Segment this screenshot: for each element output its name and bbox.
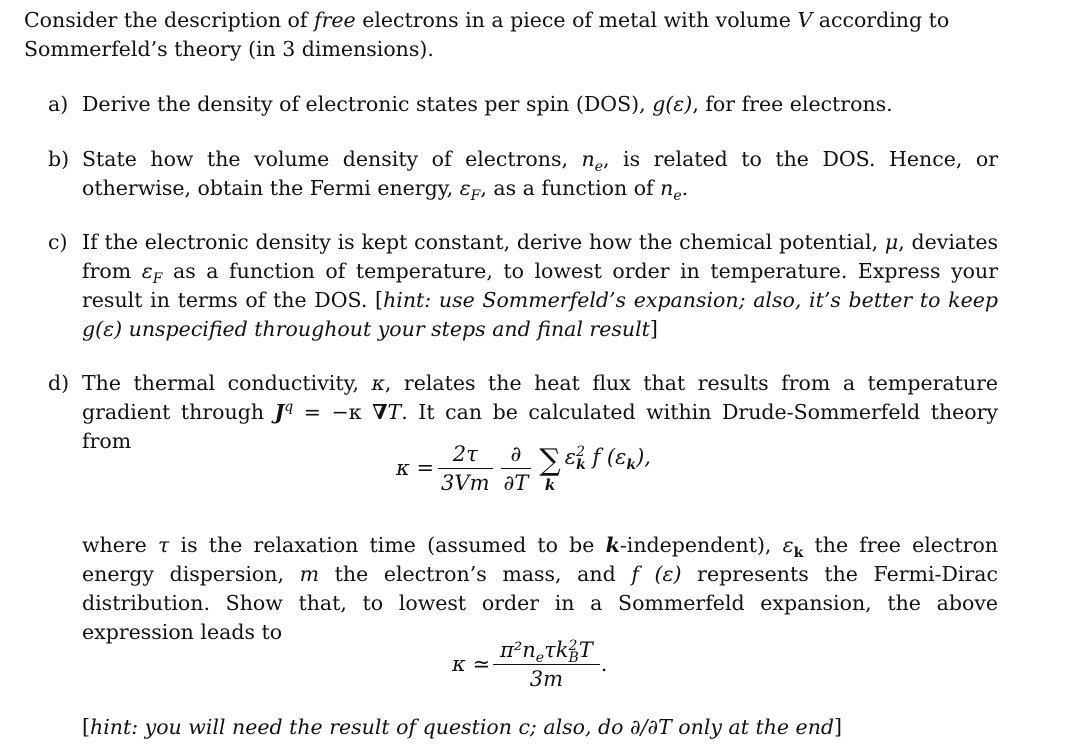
heat-flux-symbol: J	[274, 400, 285, 424]
denominator: 3Vm	[438, 468, 492, 497]
part-b-label: b)	[48, 147, 70, 171]
text: is the relaxation time (assumed to be	[169, 533, 606, 557]
sigma-symbol: ∑	[539, 442, 561, 478]
superscript: q	[284, 399, 294, 416]
subscript: F	[470, 188, 481, 205]
text: as a function of temperature, to lowest order in temperature. Express your result in terms of the DOS. [	[82, 259, 998, 312]
text: = −κ	[293, 400, 373, 424]
nabla-symbol: ∇	[372, 400, 388, 424]
part-a-text	[82, 90, 998, 119]
subscript: F	[152, 271, 163, 288]
superscript: 2	[576, 443, 585, 460]
part-b-text	[82, 145, 998, 203]
intro-text: electrons in a piece of metal with volume	[355, 8, 798, 32]
hint-text: hint: you will need the result of question c; also, do ∂/∂T only at the end	[90, 715, 835, 739]
eq1-lhs: κ =	[396, 456, 435, 480]
denominator: ∂T	[501, 468, 532, 497]
kappa-symbol: κ	[371, 371, 385, 395]
ne-symbol: n	[581, 147, 595, 171]
text: If the electronic density is kept constant, derive how the chemical potential,	[82, 230, 885, 254]
eq1-summand	[565, 443, 651, 472]
intro-text: Consider the description of	[24, 8, 315, 32]
text: , for free electrons.	[692, 92, 893, 116]
eq2-fraction	[496, 636, 597, 693]
part-d-label: d)	[48, 371, 70, 395]
fermi-dirac-symbol: f (ε)	[631, 562, 682, 586]
ne-symbol: n	[660, 176, 674, 200]
fermi-energy-symbol: ε	[141, 259, 153, 283]
text: ]	[649, 317, 658, 341]
part-d-hint-text	[82, 713, 998, 742]
eq2-numerator	[496, 636, 597, 667]
fermi-energy-symbol: ε	[459, 176, 471, 200]
equation-kappa-sum	[396, 440, 651, 497]
k-vector-symbol: k	[605, 533, 620, 557]
text: . It can be calculated within Drude-Sommerfeld theory from	[82, 400, 999, 453]
numerator-part: π²n	[500, 638, 536, 662]
part-d-text-continued	[82, 531, 998, 647]
subscript: B	[568, 649, 579, 666]
text: represents the Fermi-Dirac distribution. Show that, to lowest order in a Sommerfeld expansion, the above expression leads to	[82, 562, 998, 644]
equation-kappa-result	[452, 636, 607, 693]
intro-text: according to Sommerfeld’s theory (in 3 dimensions).	[24, 8, 950, 61]
part-a-label: a)	[48, 92, 69, 116]
subscript: e	[594, 159, 603, 176]
intro-free: free	[314, 8, 356, 32]
eq1-sum	[539, 442, 561, 494]
eq2-denominator: 3m	[493, 664, 600, 693]
part-b	[48, 145, 998, 203]
numerator: ∂	[510, 442, 522, 466]
subscript: e	[673, 188, 682, 205]
part-c	[48, 228, 998, 344]
text: -independent),	[619, 533, 783, 557]
mu-symbol: μ	[884, 230, 899, 254]
sup-sub-stack	[576, 443, 586, 473]
numerator-part: T	[578, 638, 593, 662]
subscript: k	[626, 457, 637, 474]
text: The thermal conductivity,	[82, 371, 372, 395]
eq2-lhs: κ ≃	[452, 652, 491, 676]
sum-index: k	[544, 475, 556, 494]
eq1-fraction-prefactor	[438, 440, 492, 497]
part-c-label: c)	[48, 230, 68, 254]
bracket: [	[82, 715, 90, 739]
temperature-symbol: T	[387, 400, 402, 424]
subscript: k	[576, 456, 586, 473]
part-d-continued	[48, 531, 998, 647]
text: the free electron energy dispersion,	[82, 533, 999, 586]
eq2-period: .	[600, 652, 608, 676]
text: ),	[636, 445, 651, 469]
text: , relates the heat flux that results from a temperature gradient through	[82, 371, 998, 424]
part-c-text	[82, 228, 998, 344]
text: where	[82, 533, 158, 557]
bracket: ]	[834, 715, 843, 739]
distribution-symbol: f (ε	[585, 445, 627, 469]
text: , as a function of	[480, 176, 661, 200]
dos-symbol: g(ε)	[652, 92, 693, 116]
part-d-hint	[48, 713, 998, 742]
subscript: e	[535, 650, 545, 667]
text: , deviates from	[82, 230, 998, 283]
numerator-part: τk	[544, 638, 569, 662]
tau-symbol: τ	[158, 533, 170, 557]
problem-intro	[24, 6, 999, 64]
superscript: 2	[568, 637, 578, 654]
text: the electron’s mass, and	[319, 562, 632, 586]
text: Derive the density of electronic states per spin (DOS),	[82, 92, 653, 116]
part-a	[48, 90, 998, 119]
energy-symbol: ε	[564, 445, 577, 469]
subscript: k	[793, 545, 804, 562]
part-c-hint: hint: use Sommerfeld’s expansion; also, it’s better to keep g(ε) unspecified throughout your steps and final result	[82, 288, 998, 341]
sup-sub-stack	[568, 637, 579, 666]
eq1-fraction-derivative	[501, 440, 532, 497]
intro-volume-symbol: V	[797, 8, 813, 32]
numerator: 2τ	[452, 442, 478, 466]
mass-symbol: m	[299, 562, 320, 586]
text: .	[681, 176, 689, 200]
energy-symbol: ε	[782, 533, 794, 557]
text: State how the volume density of electrons,	[82, 147, 582, 171]
text: , is related to the DOS. Hence, or otherwise, obtain the Fermi energy,	[82, 147, 998, 200]
